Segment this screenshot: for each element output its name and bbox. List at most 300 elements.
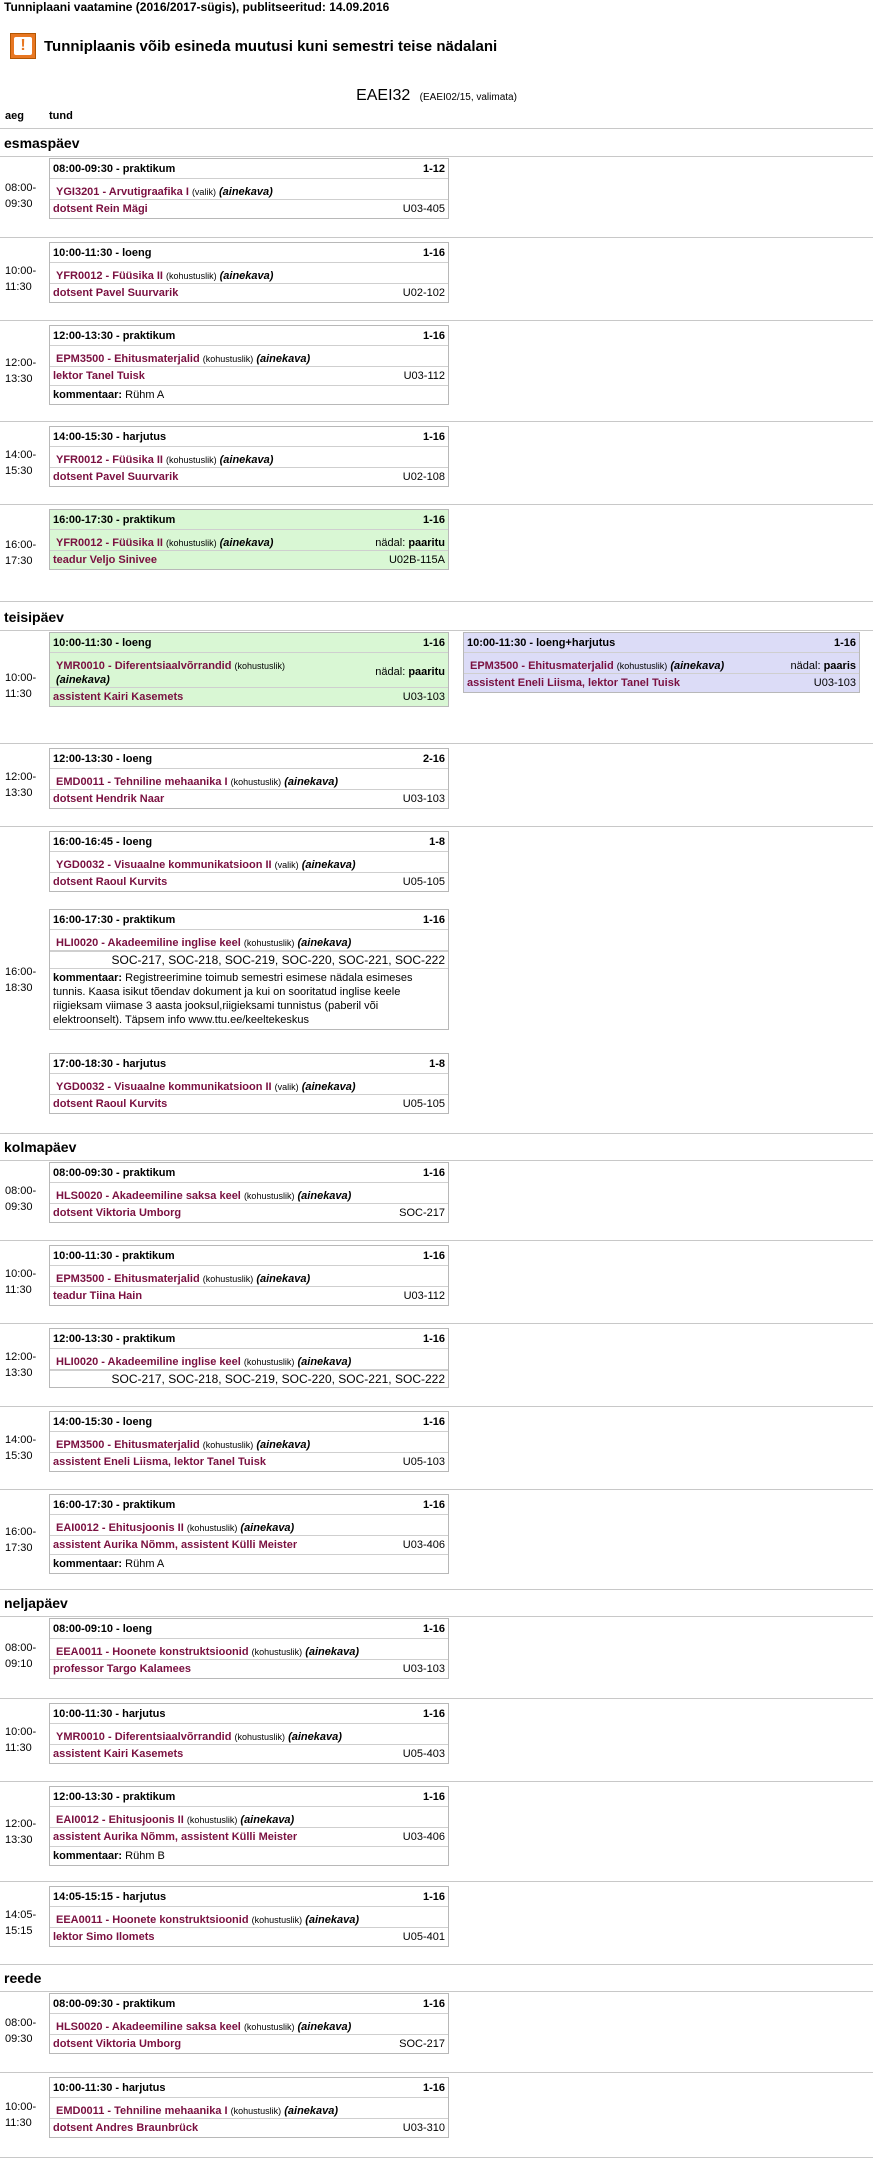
lesson-card[interactable] [49,1703,449,1764]
lesson-course-row [50,1907,448,1928]
lesson-card[interactable] [49,325,449,405]
lesson-groups: SOC-217, SOC-218, SOC-219, SOC-220, SOC-221, SOC-222 [50,951,448,968]
lesson-comment [50,385,448,404]
course-link[interactable]: HLI0020 - Akadeemiline inglise keel [56,937,241,949]
lesson-room: U03-310 [402,2122,445,2134]
time-slot [0,505,873,602]
lesson-course-row [464,653,859,674]
course-type: (kohustuslik) [202,1440,254,1450]
time-slot [0,1782,873,1882]
slot-time-line: 09:30 [5,2032,33,2045]
slot-time-line: 17:30 [5,1541,33,1554]
lecturer-link[interactable]: dotsent Pavel Suurvarik [53,287,179,299]
lesson-card[interactable] [49,426,449,487]
lesson-card[interactable] [49,1993,449,2054]
lesson-time: 14:00-15:30 - harjutus [53,431,167,443]
slot-time-line: 09:10 [5,1658,33,1670]
course-link[interactable]: YGI3201 - Arvutigraafika I [56,186,189,198]
lesson-course-row [50,653,448,688]
ainekava-link[interactable]: (ainekava) [305,1646,359,1658]
lesson-card[interactable] [49,748,449,809]
day-header [0,130,873,157]
course-link[interactable]: EPM3500 - Ehitusmaterjalid [56,353,200,365]
slot-time-line: 10:00- [5,1726,37,1738]
ainekava-link[interactable]: (ainekava) [301,1081,356,1093]
lesson-lecturer-row [50,284,448,302]
lecturer-link[interactable]: dotsent Andres Braunbrück [53,2122,199,2134]
slot-time-line: 17:30 [5,555,33,567]
slot-time-line: 18:30 [5,982,33,994]
lesson-time: 17:00-18:30 - harjutus [53,1058,167,1070]
course-link[interactable]: YMR0010 - Diferentsiaalvõrrandid [56,1731,232,1743]
course-type: (kohustuslik) [186,1523,238,1533]
lesson-weeks: 1-16 [422,1791,445,1803]
lecturer-link[interactable]: assistent Aurika Nõmm, assistent Külli Meister [53,1539,298,1551]
lecturer-link[interactable]: dotsent Raoul Kurvits [53,1098,168,1110]
lesson-time-type [50,1887,448,1907]
page-header: Tunniplaani vaatamine (2016/2017-sügis), publitseeritud: 14.09.2016 [4,0,390,14]
lesson-time: 08:00-09:10 - loeng [53,1623,153,1635]
slot-time [5,769,45,801]
slot-time [5,447,45,479]
lesson-card[interactable] [49,242,449,303]
lesson-course-row [50,1266,448,1287]
week-parity [375,536,445,550]
lesson-course-row [50,2098,448,2119]
slot-time [5,670,45,702]
slot-time [5,1640,45,1672]
lesson-lecturer-row [50,551,448,569]
lesson-time-type [50,326,448,346]
lesson-time: 10:00-11:30 - praktikum [53,1250,175,1262]
lesson-weeks: 2-16 [422,753,445,765]
slot-time-line: 14:05- [5,1909,37,1921]
lesson-time: 12:00-13:30 - praktikum [53,330,176,342]
slot-time [5,1266,45,1298]
lesson-course-row [50,930,448,951]
lesson-time-type [50,1054,448,1074]
course-link[interactable]: EAI0012 - Ehitusjoonis II [56,1522,184,1534]
day-name: reede [4,1970,42,1986]
lesson-time-type [464,633,859,653]
lecturer-link[interactable]: dotsent Raoul Kurvits [53,876,168,888]
lesson-course-row [50,852,448,873]
lesson-room: U02-102 [402,287,445,299]
ainekava-link[interactable]: (ainekava) [256,353,311,365]
course-link[interactable]: YFR0012 - Füüsika II [56,454,163,466]
lesson-course-row [50,263,448,284]
slot-time [5,355,45,387]
notice-banner [10,31,497,61]
lecturer-link[interactable]: assistent Kairi Kasemets [53,691,184,703]
slot-time [5,1524,45,1556]
slot-time-line: 08:00- [5,181,37,194]
lesson-card[interactable] [49,509,449,570]
lesson-card[interactable] [49,1162,449,1223]
course-type: (kohustuslik) [243,1357,295,1367]
slot-time-line: 08:00- [5,1185,37,1197]
time-slot [0,321,873,422]
divider [0,128,873,129]
time-slot [0,827,873,1134]
lesson-lecturer-row [50,688,448,706]
course-link[interactable]: EPM3500 - Ehitusmaterjalid [470,660,614,672]
lesson-lecturer-row [464,674,859,692]
lesson-room: U05-103 [402,1456,445,1468]
lecturer-link[interactable]: assistent Kairi Kasemets [53,1748,184,1760]
course-link[interactable]: EEA0011 - Hoonete konstruktsioonid [56,1646,249,1658]
comment-text: Registreerimine toimub semestri esimese nädala esimeses tunnis. Kaasa isikut tõendav dokument ja kui on sooritatud inglise keele riigieksam viimase 3 aasta jooksul,riigieksami tunnistus (paberil või elektroonselt). Täpsem info www.ttu.ee/keeltekeskus [53,972,413,1026]
lesson-time: 12:00-13:30 - loeng [53,753,153,765]
warning-icon: ! [10,33,36,59]
lesson-lecturer-row [50,1204,448,1222]
lesson-course-row [50,1349,448,1370]
lecturer-link[interactable]: assistent Eneli Liisma, lektor Tanel Tuisk [53,1456,266,1468]
lesson-time: 10:00-11:30 - harjutus [53,1708,166,1720]
lesson-course-row [50,447,448,468]
slot-time [5,180,45,212]
slot-time-line: 11:30 [5,281,32,293]
course-type: (kohustuslik) [616,661,668,671]
lesson-comment [50,1846,448,1865]
lecturer-link[interactable]: professor Targo Kalamees [53,1663,191,1675]
course-type: (kohustuslik) [230,777,282,787]
ainekava-link[interactable]: (ainekava) [256,1439,311,1451]
lesson-time: 16:00-17:30 - praktikum [53,914,176,926]
lesson-room: U03-103 [402,793,445,805]
course-link[interactable]: EMD0011 - Tehniline mehaanika I [56,2105,228,2117]
lesson-time-type [50,1329,448,1349]
lesson-card[interactable] [49,1053,449,1114]
lesson-time-type [50,243,448,263]
lesson-card[interactable] [463,632,860,693]
lesson-weeks: 1-16 [422,1416,445,1428]
time-slot [0,744,873,827]
lesson-time-type [50,159,448,179]
ainekava-link[interactable]: (ainekava) [240,1522,295,1534]
slot-time [5,1907,45,1939]
lesson-weeks: 1-16 [422,1623,445,1635]
ainekava-link[interactable]: (ainekava) [284,776,339,788]
course-type: (kohustuslik) [234,1732,286,1742]
lesson-room: U03-406 [402,1831,445,1843]
day-name: neljapäev [4,1595,68,1611]
lesson-lecturer-row [50,200,448,218]
course-link[interactable]: YGD0032 - Visuaalne kommunikatsioon II [56,859,272,871]
lecturer-link[interactable]: dotsent Rein Mägi [53,203,148,215]
lesson-weeks: 1-16 [422,431,445,443]
slot-time-line: 15:30 [5,1450,33,1462]
lesson-lecturer-row [50,2035,448,2053]
course-link[interactable]: EPM3500 - Ehitusmaterjalid [56,1439,200,1451]
lesson-course-row [50,1639,448,1660]
lesson-time-type [50,749,448,769]
time-slot [0,628,873,744]
comment-label: kommentaar: [53,389,123,401]
slot-time-line: 16:00- [5,539,37,551]
lesson-weeks: 1-16 [422,1333,445,1345]
lecturer-link[interactable]: assistent Eneli Liisma, lektor Tanel Tuisk [467,677,680,689]
ainekava-link[interactable]: (ainekava) [56,674,110,686]
lesson-time: 08:00-09:30 - praktikum [53,1998,176,2010]
lesson-time-type [50,910,448,930]
ainekava-link[interactable]: (ainekava) [297,1356,352,1368]
slot-time [5,1816,45,1848]
slot-time-line: 11:30 [5,687,32,700]
ainekava-link[interactable]: (ainekava) [219,270,274,282]
slot-time [5,1724,45,1756]
lesson-weeks: 1-16 [422,914,445,926]
course-link[interactable]: HLI0020 - Akadeemiline inglise keel [56,1356,241,1368]
ainekava-link[interactable]: (ainekava) [297,2021,352,2033]
slot-time-line: 16:00- [5,966,37,978]
course-link[interactable]: EPM3500 - Ehitusmaterjalid [56,1273,200,1285]
ainekava-link[interactable]: (ainekava) [240,1814,295,1826]
lesson-room: U05-401 [402,1931,445,1943]
lesson-card[interactable] [49,632,449,707]
lesson-lecturer-row [50,1095,448,1113]
lesson-weeks: 1-16 [422,247,445,259]
time-slot [0,1407,873,1490]
lesson-comment [50,1554,448,1573]
day-name: kolmapäev [4,1139,77,1155]
lecturer-link[interactable]: dotsent Viktoria Umborg [53,2038,182,2050]
slot-time-line: 10:00- [5,671,37,684]
slot-time-line: 12:00- [5,1817,37,1830]
lecturer-link[interactable]: assistent Aurika Nõmm, assistent Külli Meister [53,1831,298,1843]
time-slot [0,154,873,238]
lesson-room: U02B-115A [388,554,445,566]
course-type: (kohustuslik) [234,661,286,671]
ainekava-link[interactable]: (ainekava) [219,454,274,466]
lesson-time: 12:00-13:30 - praktikum [53,1791,176,1803]
lesson-card[interactable] [49,1328,449,1388]
week-parity-label: nädal: [375,537,409,549]
course-link[interactable]: HLS0020 - Akadeemiline saksa keel [56,2021,241,2033]
lesson-course-row [50,1724,448,1745]
time-slot [0,422,873,505]
course-type: (kohustuslik) [202,1274,254,1284]
slot-time-line: 13:30 [5,787,33,799]
course-link[interactable]: HLS0020 - Akadeemiline saksa keel [56,1190,241,1202]
lesson-course-row [50,1183,448,1204]
lecturer-link[interactable]: teadur Tiina Hain [53,1290,143,1302]
lesson-weeks: 1-16 [422,330,445,342]
lesson-weeks: 1-8 [429,1058,445,1070]
lesson-time-type [50,1163,448,1183]
lesson-time: 16:00-17:30 - praktikum [53,514,176,526]
ainekava-link[interactable]: (ainekava) [301,859,356,871]
time-slot [0,238,873,321]
course-link[interactable]: YFR0012 - Füüsika II [56,270,163,282]
slot-time-line: 13:30 [5,373,33,385]
lesson-weeks: 1-16 [422,1167,445,1179]
lecturer-link[interactable]: lektor Simo Ilomets [53,1931,155,1943]
lesson-card[interactable] [49,158,449,219]
lesson-time-type [50,1412,448,1432]
course-type: (kohustuslik) [186,1815,238,1825]
lesson-room: U03-103 [402,691,445,703]
week-parity [375,665,445,679]
lesson-time-type [50,1704,448,1724]
slot-time-line: 14:00- [5,449,37,461]
lesson-card[interactable] [49,909,449,1030]
lesson-lecturer-row [50,1745,448,1763]
time-slot [0,1490,873,1590]
lesson-card[interactable] [49,831,449,892]
lesson-lecturer-row [50,1536,448,1554]
lecturer-link[interactable]: dotsent Pavel Suurvarik [53,471,179,483]
course-type: (valik) [274,1082,299,1092]
lesson-time: 14:05-15:15 - harjutus [53,1891,167,1903]
lesson-time-type [50,1994,448,2014]
lecturer-link[interactable]: lektor Tanel Tuisk [53,370,145,382]
course-type: (kohustuslik) [243,938,295,948]
ainekava-link[interactable]: (ainekava) [297,937,352,949]
course-link[interactable]: YMR0010 - Diferentsiaalvõrrandid [56,660,232,672]
lesson-room: U02-108 [402,471,445,483]
slot-time-line: 11:30 [5,2117,32,2129]
lesson-weeks: 1-16 [422,1499,445,1511]
lesson-card[interactable] [49,1494,449,1574]
course-link[interactable]: EAI0012 - Ehitusjoonis II [56,1814,184,1826]
lesson-time: 12:00-13:30 - praktikum [53,1333,176,1345]
slot-time [5,2099,45,2131]
lesson-room: SOC-217 [399,1207,445,1219]
slot-time-line: 12:00- [5,771,37,783]
lesson-time: 10:00-11:30 - loeng+harjutus [467,637,616,649]
slot-time-line: 09:30 [5,1201,33,1213]
slot-time-line: 16:00- [5,1525,37,1538]
lesson-comment [50,968,448,1029]
lesson-time: 16:00-16:45 - loeng [53,836,153,848]
ainekava-link[interactable]: (ainekava) [288,1731,342,1743]
comment-label: kommentaar: [53,1558,123,1570]
course-type: (valik) [191,187,216,197]
lesson-room: U05-105 [402,876,445,888]
lesson-time-type [50,1246,448,1266]
column-header-time: aeg [5,110,24,122]
week-parity-value: paaritu [408,537,445,549]
week-parity-label: nädal: [790,660,824,672]
lesson-card[interactable] [49,1886,449,1947]
ainekava-link[interactable]: (ainekava) [219,186,273,198]
lesson-lecturer-row [50,1828,448,1846]
week-parity [791,659,856,673]
comment-text: Rühm A [125,1558,165,1570]
lesson-course-row [50,179,448,200]
lesson-time-type [50,633,448,653]
day-name: teisipäev [4,609,64,625]
lesson-course-row [50,1807,448,1828]
lesson-time: 08:00-09:30 - praktikum [53,163,176,175]
lesson-course-row [50,346,448,367]
slot-time [5,1432,45,1464]
ainekava-link[interactable]: (ainekava) [670,660,725,672]
lesson-room: U03-406 [402,1539,445,1551]
group-code: EAEI32 [356,87,411,104]
day-header [0,1590,873,1617]
lesson-time-type [50,1619,448,1639]
lesson-course-row [50,769,448,790]
lesson-time-type [50,510,448,530]
slot-time-line: 08:00- [5,1642,37,1654]
course-type: (kohustuslik) [230,2106,282,2116]
lesson-time: 08:00-09:30 - praktikum [53,1167,176,1179]
lesson-card[interactable] [49,1245,449,1306]
slot-time [5,964,45,996]
ainekava-link[interactable]: (ainekava) [297,1190,352,1202]
lesson-time: 10:00-11:30 - harjutus [53,2082,166,2094]
lesson-time-type [50,832,448,852]
day-header [0,1134,873,1161]
course-link[interactable]: EEA0011 - Hoonete konstruktsioonid [56,1914,249,1926]
lesson-weeks: 1-16 [422,637,445,649]
lesson-time: 14:00-15:30 - loeng [53,1416,153,1428]
lecturer-link[interactable]: dotsent Hendrik Naar [53,793,165,805]
slot-time-line: 14:00- [5,1434,37,1446]
ainekava-link[interactable]: (ainekava) [219,537,274,549]
course-link[interactable]: YGD0032 - Visuaalne kommunikatsioon II [56,1081,272,1093]
slot-time-line: 08:00- [5,2016,37,2029]
lesson-card[interactable] [49,1411,449,1472]
course-link[interactable]: YFR0012 - Füüsika II [56,537,163,549]
lecturer-link[interactable]: dotsent Viktoria Umborg [53,1207,182,1219]
ainekava-link[interactable]: (ainekava) [305,1914,359,1926]
lesson-weeks: 1-12 [422,163,445,175]
lesson-card[interactable] [49,1786,449,1866]
lecturer-link[interactable]: teadur Veljo Sinivee [53,554,157,566]
slot-time-line: 09:30 [5,197,33,210]
course-link[interactable]: EMD0011 - Tehniline mehaanika I [56,776,228,788]
lesson-card[interactable] [49,1618,449,1679]
slot-time-line: 13:30 [5,1367,33,1379]
lesson-weeks: 1-16 [422,2082,445,2094]
course-type: (kohustuslik) [251,1915,303,1925]
lesson-time-type [50,1495,448,1515]
lesson-card[interactable] [49,2077,449,2138]
notice-text: Tunniplaanis võib esineda muutusi kuni semestri teise nädalani [44,37,498,55]
day-name: esmaspäev [4,135,80,151]
time-slot [0,1882,873,1965]
course-type: (kohustuslik) [251,1647,303,1657]
lesson-time-type [50,1787,448,1807]
slot-time-line: 11:30 [5,1284,32,1296]
lesson-weeks: 1-16 [422,1250,445,1262]
time-slot [0,1614,873,1699]
week-parity-value: paaris [823,660,856,672]
slot-time [5,263,45,295]
lesson-room: U05-403 [402,1748,445,1760]
week-parity-label: nädal: [375,666,409,678]
lesson-time-type [50,2078,448,2098]
ainekava-link[interactable]: (ainekava) [256,1273,311,1285]
lesson-weeks: 1-8 [429,836,445,848]
lesson-lecturer-row [50,873,448,891]
slot-time-line: 12:00- [5,1351,37,1363]
lesson-lecturer-row [50,367,448,385]
slot-time-line: 15:15 [5,1925,33,1937]
lesson-course-row [50,2014,448,2035]
comment-label: kommentaar: [53,1850,123,1862]
lesson-lecturer-row [50,1287,448,1305]
course-type: (kohustuslik) [166,455,217,465]
slot-time-line: 15:30 [5,465,33,477]
day-header [0,1965,873,1992]
slot-time-line: 12:00- [5,357,37,369]
ainekava-link[interactable]: (ainekava) [284,2105,339,2117]
slot-time [5,2015,45,2047]
